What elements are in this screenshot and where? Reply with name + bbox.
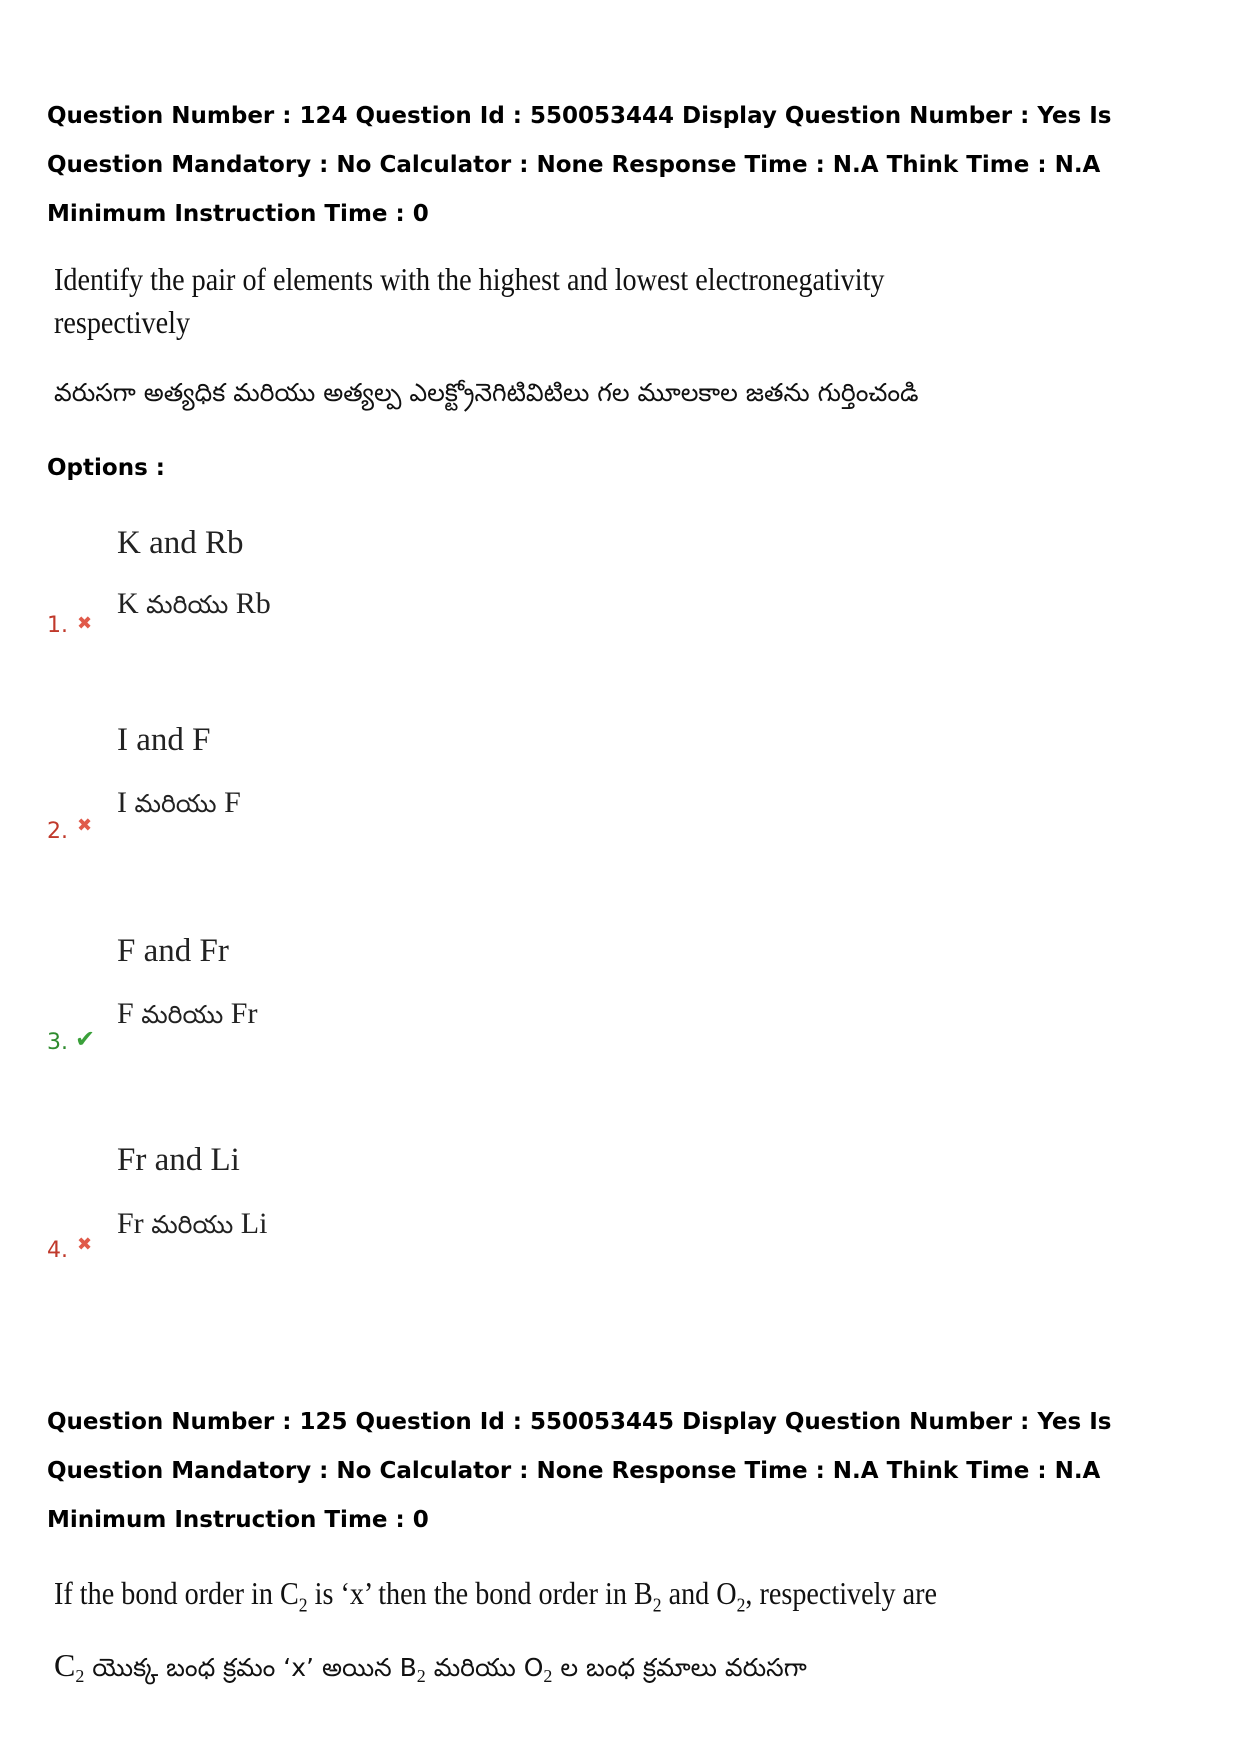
option-3-text-en: F and Fr xyxy=(117,933,229,969)
option-2-text-te: I మరియు F xyxy=(117,786,241,819)
option-1-number: 1. xyxy=(47,613,68,638)
option-4-text-te: Fr మరియు Li xyxy=(117,1207,268,1240)
question-124-text-te: వరుసగా అత్యధిక మరియు అత్యల్ప ఎలక్ట్రోనెగిటివిటిలు గల మూలకాల జతను గుర్తించండి xyxy=(54,378,919,407)
options-label: Options : xyxy=(47,455,165,481)
option-3-text-te: F మరియు Fr xyxy=(117,997,258,1030)
question-125-text-te: $C_2$ యొక్క బంధ క్రమం ‘x’ అయిన $B_2$ మరియు $O_2$ ల బంధ క్రమాలు వరుసగా xyxy=(54,1647,807,1686)
option-4-text-en: Fr and Li xyxy=(117,1142,240,1178)
correct-check-icon: ✔ xyxy=(75,1026,96,1053)
option-2-text-en: I and F xyxy=(117,722,211,758)
option-2[interactable] xyxy=(47,722,647,882)
option-4[interactable] xyxy=(47,1142,647,1302)
question-124-text-en: Identify the pair of elements with the highest and lowest electronegativity respectively xyxy=(54,261,885,340)
option-4-number: 4. xyxy=(47,1238,68,1263)
question-125-meta: Question Number : 125 Question Id : 550053445 Display Question Number : Yes Is Question Mandatory : No Calculator : None Response Time : N.A Think Time : N.A Minimum Instruction Time : 0 xyxy=(47,1409,1112,1533)
option-2-number: 2. xyxy=(47,819,68,844)
option-1[interactable] xyxy=(47,525,647,685)
option-1-text-te: K మరియు Rb xyxy=(117,587,271,620)
wrong-mark-icon: ✖ xyxy=(77,1234,93,1254)
question-125-text-en: If the bond order in $C_2$ is ‘x’ then the bond order in $B_2$ and $O_2$, respectively are xyxy=(54,1575,937,1617)
wrong-mark-icon: ✖ xyxy=(77,613,93,633)
option-3[interactable] xyxy=(47,933,647,1093)
wrong-mark-icon: ✖ xyxy=(77,815,93,835)
question-124-meta: Question Number : 124 Question Id : 550053444 Display Question Number : Yes Is Question Mandatory : No Calculator : None Response Time : N.A Think Time : N.A Minimum Instruction Time : 0 xyxy=(47,103,1112,227)
option-3-number: 3. xyxy=(47,1030,68,1055)
option-1-text-en: K and Rb xyxy=(117,525,244,561)
